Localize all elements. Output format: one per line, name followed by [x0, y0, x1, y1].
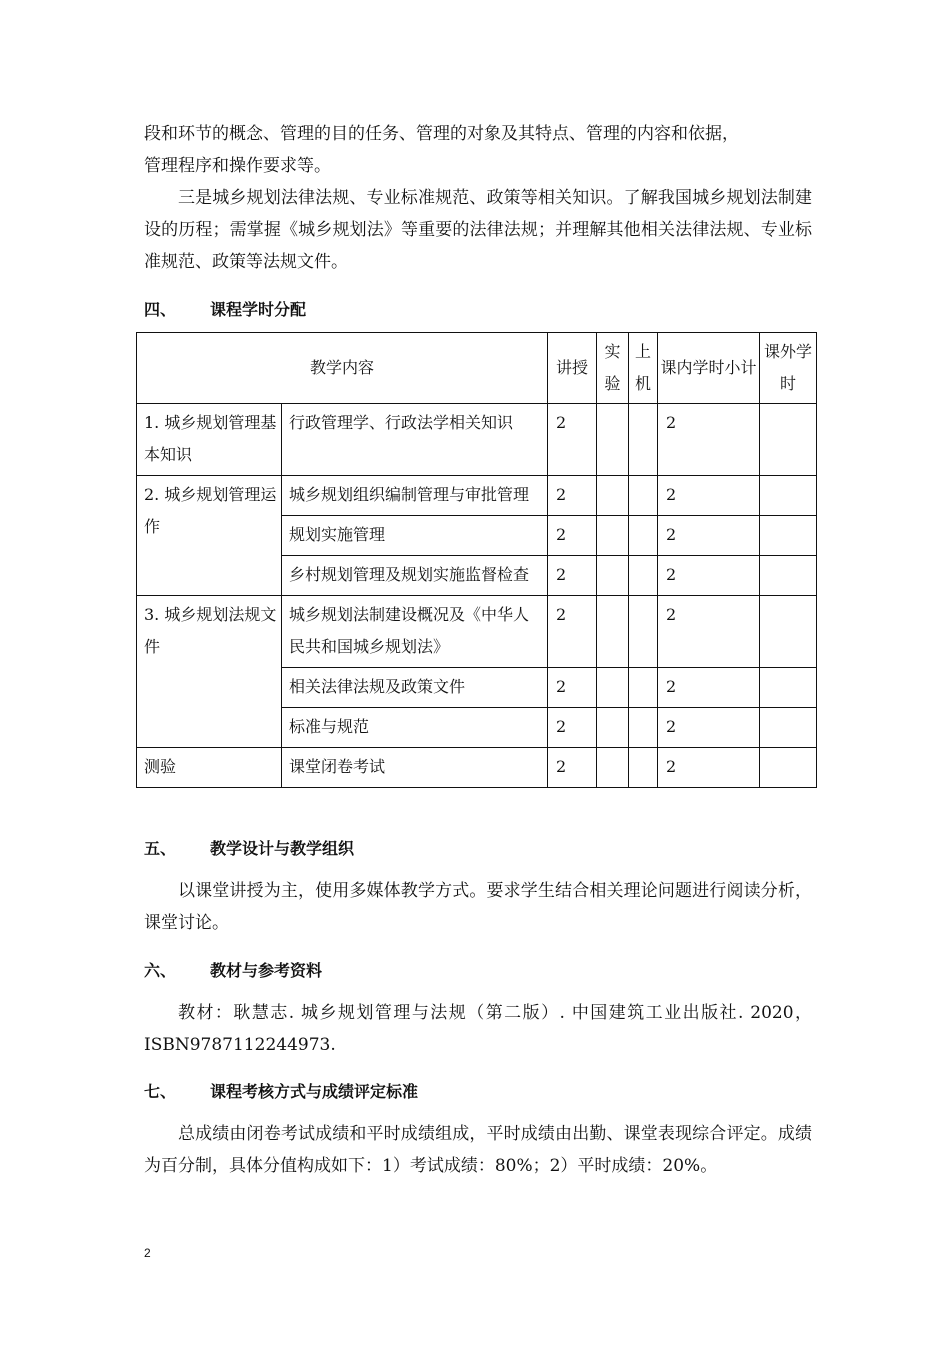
computer-hours-cell — [629, 516, 658, 556]
topic-cell: 行政管理学、行政法学相关知识 — [282, 404, 548, 476]
section-6-title: 教材与参考资料 — [210, 961, 323, 980]
experiment-hours-cell — [597, 708, 629, 748]
header-computer: 上机 — [629, 333, 658, 404]
subtotal-hours-cell: 2 — [658, 748, 760, 788]
lecture-hours-cell: 2 — [548, 516, 597, 556]
table-row — [137, 404, 817, 476]
lecture-hours-cell: 2 — [548, 708, 597, 748]
topic-cell: 课堂闭卷考试 — [282, 748, 548, 788]
computer-hours-cell — [629, 596, 658, 668]
table-header-row — [137, 333, 817, 404]
group-name-cell: 1. 城乡规划管理基本知识 — [137, 404, 282, 476]
intro-line-2: 管理程序和操作要求等。 — [144, 156, 331, 176]
intro-paragraph-3: 三是城乡规划法律法规、专业标准规范、政策等相关知识。了解我国城乡规划法制建设的历程；需掌握《城乡规划法》等重要的法律法规；并理解其他相关法律法规、专业标准规范、政策等法规文件。 — [144, 188, 812, 272]
experiment-hours-cell — [597, 748, 629, 788]
header-subtotal: 课内学时小计 — [658, 333, 760, 404]
section-6-body: 教材：耿慧志. 城乡规划管理与法规（第二版）. 中国建筑工业出版社. 2020，ISBN9787112244973. — [144, 1003, 812, 1055]
header-lecture: 讲授 — [548, 333, 597, 404]
computer-hours-cell — [629, 404, 658, 476]
topic-cell: 城乡规划法制建设概况及《中华人民共和国城乡规划法》 — [282, 596, 548, 668]
page-number: 2 — [144, 1246, 151, 1260]
section-5-title: 教学设计与教学组织 — [210, 839, 355, 858]
group-name-cell: 测验 — [137, 748, 282, 788]
section-6-number: 六、 — [144, 961, 177, 980]
subtotal-hours-cell: 2 — [658, 476, 760, 516]
intro-line-1: 段和环节的概念、管理的目的任务、管理的对象及其特点、管理的内容和依据， — [144, 124, 739, 144]
extra-hours-cell — [760, 556, 817, 596]
section-5-body: 以课堂讲授为主，使用多媒体教学方式。要求学生结合相关理论问题进行阅读分析，课堂讨论。 — [144, 881, 812, 933]
section-5-heading — [144, 836, 354, 859]
computer-hours-cell — [629, 476, 658, 516]
subtotal-hours-cell: 2 — [658, 556, 760, 596]
lecture-hours-cell: 2 — [548, 748, 597, 788]
group-name-cell: 2. 城乡规划管理运作 — [137, 476, 282, 596]
topic-cell: 标准与规范 — [282, 708, 548, 748]
lecture-hours-cell: 2 — [548, 404, 597, 476]
topic-cell: 规划实施管理 — [282, 516, 548, 556]
subtotal-hours-cell: 2 — [658, 404, 760, 476]
extra-hours-cell — [760, 516, 817, 556]
header-teaching-content: 教学内容 — [137, 333, 548, 404]
extra-hours-cell — [760, 596, 817, 668]
experiment-hours-cell — [597, 516, 629, 556]
section-7-number: 七、 — [144, 1082, 177, 1101]
lecture-hours-cell: 2 — [548, 668, 597, 708]
lecture-hours-cell: 2 — [548, 476, 597, 516]
table-row — [137, 476, 817, 516]
extra-hours-cell — [760, 668, 817, 708]
header-extra-hours: 课外学时 — [760, 333, 817, 404]
section-4-heading — [144, 297, 306, 320]
subtotal-hours-cell: 2 — [658, 516, 760, 556]
section-7-title: 课程考核方式与成绩评定标准 — [210, 1082, 419, 1101]
lecture-hours-cell: 2 — [548, 596, 597, 668]
table-row — [137, 596, 817, 668]
extra-hours-cell — [760, 748, 817, 788]
subtotal-hours-cell: 2 — [658, 708, 760, 748]
computer-hours-cell — [629, 556, 658, 596]
extra-hours-cell — [760, 404, 817, 476]
extra-hours-cell — [760, 708, 817, 748]
experiment-hours-cell — [597, 668, 629, 708]
section-5-number: 五、 — [144, 839, 177, 858]
computer-hours-cell — [629, 708, 658, 748]
group-name-cell: 3. 城乡规划法规文件 — [137, 596, 282, 748]
computer-hours-cell — [629, 748, 658, 788]
header-experiment: 实验 — [597, 333, 629, 404]
experiment-hours-cell — [597, 596, 629, 668]
section-4-number: 四、 — [144, 300, 177, 319]
topic-cell: 城乡规划组织编制管理与审批管理 — [282, 476, 548, 516]
course-hours-table — [136, 332, 817, 788]
section-6-heading — [144, 958, 322, 981]
computer-hours-cell — [629, 668, 658, 708]
subtotal-hours-cell: 2 — [658, 668, 760, 708]
experiment-hours-cell — [597, 556, 629, 596]
section-7-body: 总成绩由闭卷考试成绩和平时成绩组成，平时成绩由出勤、课堂表现综合评定。成绩为百分制，具体分值构成如下：1）考试成绩：80%；2）平时成绩：20%。 — [144, 1124, 812, 1176]
subtotal-hours-cell: 2 — [658, 596, 760, 668]
extra-hours-cell — [760, 476, 817, 516]
topic-cell: 乡村规划管理及规划实施监督检查 — [282, 556, 548, 596]
table-row — [137, 748, 817, 788]
experiment-hours-cell — [597, 476, 629, 516]
experiment-hours-cell — [597, 404, 629, 476]
section-7-heading — [144, 1079, 418, 1102]
topic-cell: 相关法律法规及政策文件 — [282, 668, 548, 708]
lecture-hours-cell: 2 — [548, 556, 597, 596]
section-4-title: 课程学时分配 — [210, 300, 307, 319]
